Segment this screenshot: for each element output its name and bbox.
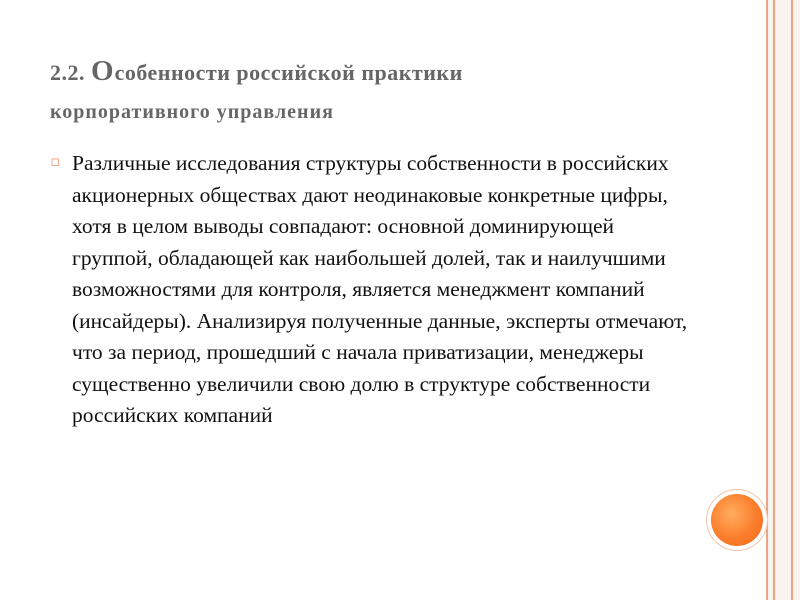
decorative-orange-circle [711, 494, 763, 546]
title-number: 2.2. [50, 60, 91, 85]
body-paragraph: Различные исследования структуры собственности в российских акционерных обществах дают неодинаковые конкретные цифры, хотя в целом выводы совпадают: основной доминирующей группой, обладающей как наибольшей долей, так и наилучшими возможностями для контроля, является менеджмент компаний (инсайдеры). Анализируя полученные данные, эксперты отмечают, что за период, прошедший с начала приватизации, менеджеры существенно увеличили свою долю в структуре собственности российских компаний [72, 151, 688, 427]
slide-title [50, 48, 750, 128]
decorative-side-band [767, 0, 800, 600]
title-first-letter: О [91, 55, 115, 87]
title-line2: корпоративного управления [50, 101, 334, 124]
small-square-bullet-icon: ▫ [50, 152, 61, 170]
title-line1: собенности российской практики [114, 60, 463, 85]
bullet-list-item [50, 148, 690, 432]
decorative-band-line [773, 0, 775, 600]
decorative-band-line [791, 0, 793, 600]
decorative-band-line [766, 0, 768, 600]
